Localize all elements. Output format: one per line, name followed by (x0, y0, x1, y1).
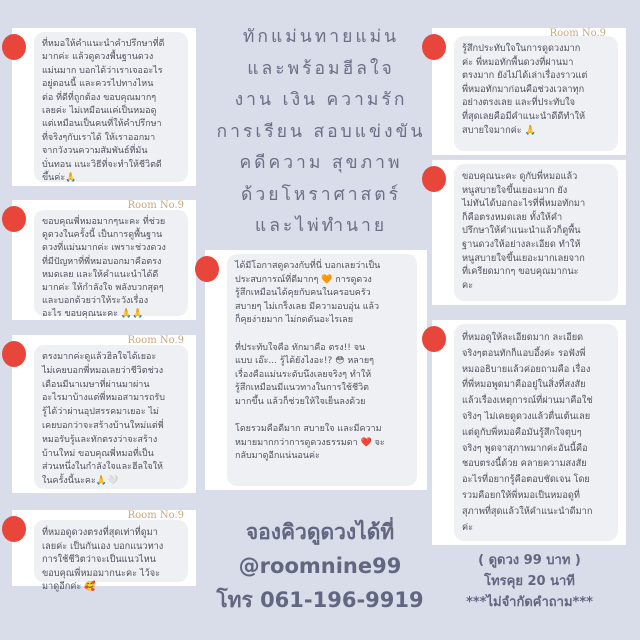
review-text: ตรงมากค่ะดูแล้วฮิลใจได้เยอะ ไม่เคยบอกพี่หมอเลยว่าชีวิตช่วง เดือนมีนาเมษาที่ผ่านมาผ่าน อะไรมาบ้างแต่พี่หมอสามารถรับ รู้ได้ว่าผ่านอุปสรรคมาเยอะ ไม่ เคยบอกว่าจะสร้างบ้านใหม่แต่พี่ หมอรับรู้และทักตรงว่าจะสร้าง บ้านใหม่ ขอบคุณพี่หมอที่เป็น ส่วนหนึ่งในกำลังใจและฮีลใจให้ ในครั้งนี้นะคะ🙏🤍 (34, 345, 188, 489)
avatar (2, 34, 26, 60)
phone-number[interactable]: โทร 061-196-9919 (216, 588, 424, 612)
review-card (432, 28, 626, 155)
review-card (12, 335, 196, 493)
review-card (12, 200, 196, 320)
review-text: ที่หมอดูให้ละเอียดมาก ละเอียด จริงๆตอนทักก็แอบอึ้งค่ะ รอฟังพี่ หมออธิบายแล้วค่อยถามคือ เรื่อง ที่พี่หมอพูดมาคืออยู่ในสิ่งที่สงสัย แล้วเรื่องเหตุการณ์ที่ผ่านมาคือใช่ จริงๆ ไม่เคยดูดวงแล้วตื่นเต้นเลย แต่ดูกับพี่หมอคือมันรู้สึกใจตุบๆ จริงๆ พูดจาสุภาพมากค่ะอันนี้คือ ชอบตรงนี้ด้วย คลายความสงสัย อะไรที่อยากรู้คือตอบชัดเจน โดย รวมคือยกให้พี่หมอเป็นหมอดูที่ สุภาพที่สุดแล้วให้คำแนะนำดีมาก ค่ะ (454, 324, 618, 541)
review-text: ที่หมอดูดวงตรงที่สุดเท่าที่ดูมา เลยค่ะ เป็นกันเอง บอกแนวทาง การใช้ชีวิตว่าจะเป็นแนวไหน ขอบคุณพี่หมอมากนะคะ ไว้จะ มาดูอีกค่ะ 🥰 (34, 520, 188, 582)
avatar (2, 206, 26, 232)
avatar (195, 256, 219, 282)
avatar (2, 341, 26, 367)
review-text: ได้มีโอกาสดูดวงกับที่นี่ บอกเลยว่าเป็น ประสบการณ์ที่ดีมากๆ 🧡 การดูดวง รู้สึกเหมือนได้คุยกับคนในครอบครัว สบายๆ ไม่เกร็งเลย มีความอบอุ่น แล้ว ก็คุยง่ายมาก ไม่กดดันอะไรเลย ที่ประทับใจคือ ทักมาคือ ตรง!! จน แบบ เอ๊ะ... รู้ได้ยังไงอะ!? 😳 หลายๆ เรื่องคือแม่นระดับนึงเลยจริงๆ ทำให้ รู้สึกเหมือนมีแนวทางในการใช้ชีวิต มากขึ้น แล้วก็ช่วยให้ใจเย็นลงด้วย โดยรวมคือดีมาก สบายใจ และมีความ หมายมากกว่าการดูดวงธรรมดา ❤️ จะ กลับมาดูอีกแน่นอนค่ะ (227, 254, 417, 486)
price-info (432, 550, 627, 613)
watermark: Room No.9 (549, 28, 606, 39)
review-text: ขอบคุณนะคะ ดูกับพี่หมอแล้ว หนูสบายใจขึ้นเยอะมาก ยัง ไม่ทันได้บอกอะไรที่พี่หมอทักมา ก็คือตรงหมดเลย ทั้งให้คำ ปรึกษาให้คำแนะนำแล้วก็ดูพื้น ฐานดวงให้อย่างละเอียด ทำให้ หนูสบายใจขึ้นเยอะมากเลยจาก ที่เครียดมากๆ ขอบคุณมากนะ คะ (454, 164, 618, 301)
line-id[interactable]: @roomnine99 (238, 554, 402, 578)
review-card (12, 28, 196, 186)
watermark: Room No.9 (127, 335, 184, 346)
review-text: รู้สึกประทับใจในการดูดวงมาก ค่ะ พี่หมอทักพื้นดวงที่ผ่านมา ตรงมาก ยังไม่ได้เล่าเรื่องราวแต่ พี่หมอทักมาก่อนคือช่วงเวลาทุก อย่างตรงเลย และที่ประทับใจ ที่สุดเลยคือมีคำแนะนำดีดีทำให้ สบายใจมากค่ะ 🙏 (454, 36, 618, 151)
review-card (12, 510, 196, 592)
watermark: Room No.9 (127, 200, 184, 211)
avatar (422, 326, 446, 352)
review-card (205, 250, 427, 490)
unlimited-questions-label: ***ไม่จำกัดคำถาม*** (466, 595, 593, 610)
avatar (2, 516, 26, 542)
review-text: ที่หมอให้คำแนะนำคำปรึกษาที่ดี มากค่ะ แล้วดูดวงพื้นฐานดวง แม่นมาก บอกได้ว่าเราเจออะไร อยู่ตอนนี้ และควรไปทางไหน ต่อ ที่ดีที่ถูกต้อง ขอบคุณมากๆ เลยค่ะ ไม่เหมือนแค่เป็นหมอดู แต่เหมือนเป็นคนที่ให้คำปรึกษา ที่จริงๆกับเราได้ ให้เราออกมา จากวังวนความสัมพันธ์ที่มัน บั่นทอน แนะวิธีที่จะทำให้ชีวิตดี ขึ้นค่ะ🙏 (34, 32, 188, 182)
avatar (422, 166, 446, 192)
review-text: ขอบคุณพี่หมอมากๆนะคะ ที่ช่วย ดูดวงในครั้งนี้ เป็นการดูพื้นฐาน ดวงที่แม่นมากค่ะ เพราะช่วงดวง ที่มีปัญหาที่พี่หมอบอกมาคือตรง หมดเลย และให้คำแนะนำได้ดี มากค่ะ ให้กำลังใจ พลังบวกสุดๆ และบอกด้วยว่าให้ระวังเรื่อง อะไร ขอบคุณนะคะ 🙏🙏 (34, 210, 188, 316)
booking-info (205, 515, 435, 617)
watermark: Room No.9 (127, 510, 184, 521)
price-label: ( ดูดวง 99 บาท ) (478, 553, 581, 568)
review-card (432, 320, 626, 545)
review-card (432, 160, 626, 305)
booking-label: จองคิวดูดวงได้ที่ (245, 520, 395, 544)
headline: ทักแม่นทายแม่น และพร้อมฮีลใจ งาน เงิน ความรัก การเรียน สอบแข่งขัน คดีความ สุขภาพ ด้วยโหราศาสตร์ และไพ่ทำนาย (216, 27, 426, 236)
duration-label: โทรคุย 20 นาที (484, 574, 575, 589)
avatar (422, 34, 446, 60)
